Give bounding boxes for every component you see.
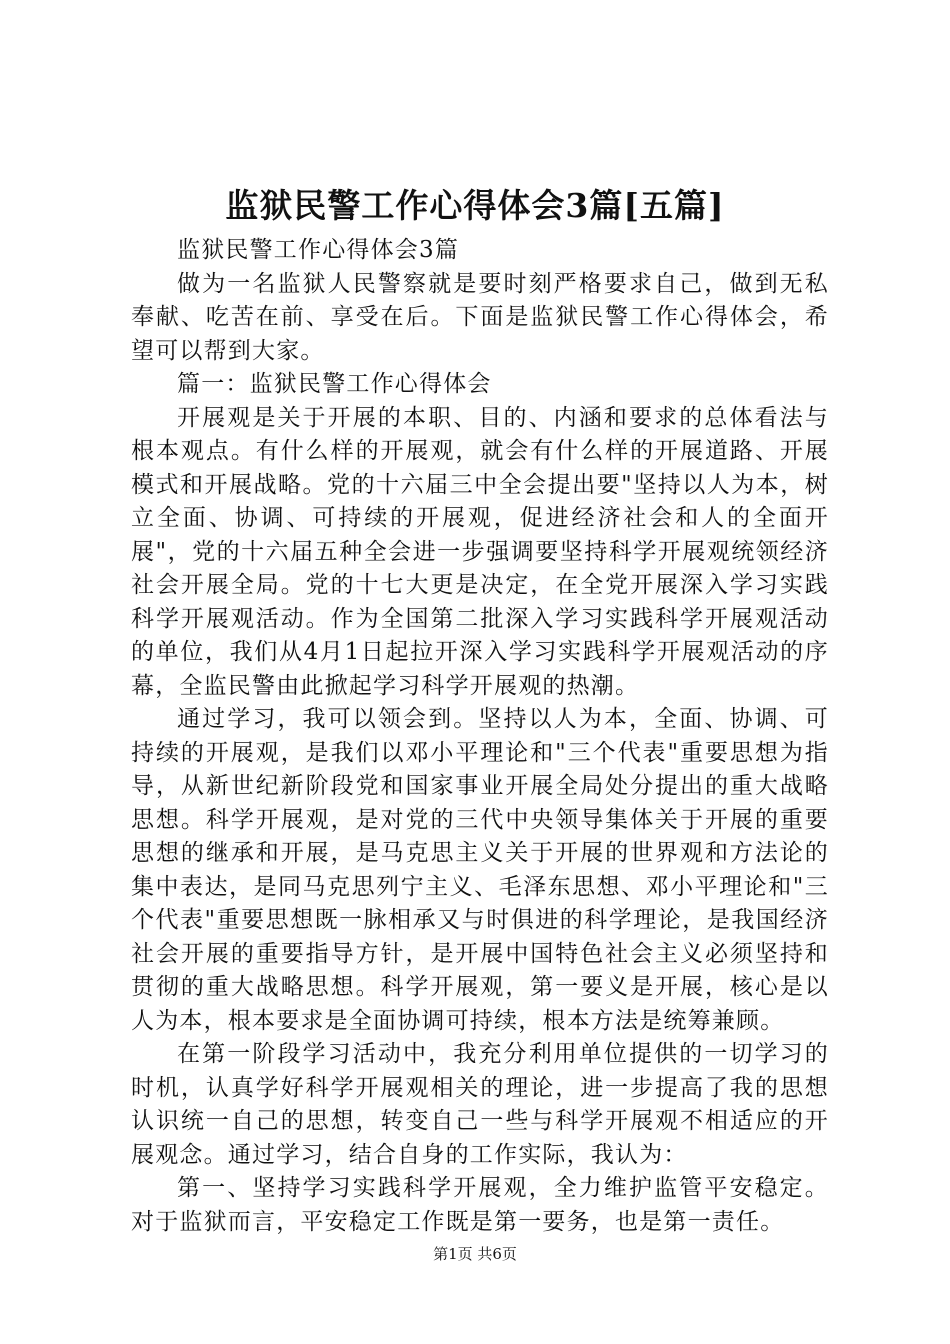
body-paragraph: 在第一阶段学习活动中，我充分利用单位提供的一切学习的时机，认真学好科学开展观相关的理论，进一步提高了我的思想认识统一自己的思想，转变自己一些与科学开展观不相适应的开展观念。通过学习，结合自身的工作实际，我认为： xyxy=(131,1041,829,1168)
body-paragraph: 通过学习，我可以领会到。坚持以人为本，全面、协调、可持续的开展观，是我们以邓小平理论和"三个代表"重要思想为指导，从新世纪新阶段党和国家事业开展全局处分提出的重大战略思想。科学开展观，是对党的三代中央领导集体关于开展的重要思想的继承和开展，是马克思主义关于开展的世界观和方法论的集中表达，是同马克思列宁主义、毛泽东思想、邓小平理论和"三个代表"重要思想既一脉相承又与时俱进的科学理论，是我国经济社会开展的重要指导方针，是开展中国特色社会主义必须坚持和贯彻的重大战略思想。科学开展观，第一要义是开展，核心是以人为本，根本要求是全面协调可持续，根本方法是统筹兼顾。 xyxy=(131,706,829,1034)
document-body xyxy=(131,234,829,1239)
document-title: 监狱民警工作心得体会3篇[五篇] xyxy=(225,186,725,225)
body-paragraph: 开展观是关于开展的本职、目的、内涵和要求的总体看法与根本观点。有什么样的开展观，就会有什么样的开展道路、开展模式和开展战略。党的十六届三中全会提出要"坚持以人为本，树立全面、协调、可持续的开展观，促进经济社会和人的全面开展"，党的十六届五种全会进一步强调要坚持科学开展观统领经济社会开展全局。党的十七大更是决定，在全党开展深入学习实践科学开展观活动。作为全国第二批深入学习实践科学开展观活动的单位，我们从4月1日起拉开深入学习实践科学开展观活动的序幕，全监民警由此掀起学习科学开展观的热潮。 xyxy=(131,404,829,699)
subtitle-paragraph: 监狱民警工作心得体会3篇 xyxy=(177,237,460,263)
page-number-footer: 第1页 共6页 xyxy=(433,1245,517,1263)
intro-paragraph: 做为一名监狱人民警察就是要时刻严格要求自己，做到无私奉献、吃苦在前、享受在后。下面是监狱民警工作心得体会，希望可以帮到大家。 xyxy=(131,270,829,364)
section-heading: 篇一：监狱民警工作心得体会 xyxy=(177,371,492,397)
body-paragraph: 第一、坚持学习实践科学开展观，全力维护监管平安稳定。对于监狱而言，平安稳定工作既是第一要务，也是第一责任。 xyxy=(131,1175,829,1235)
